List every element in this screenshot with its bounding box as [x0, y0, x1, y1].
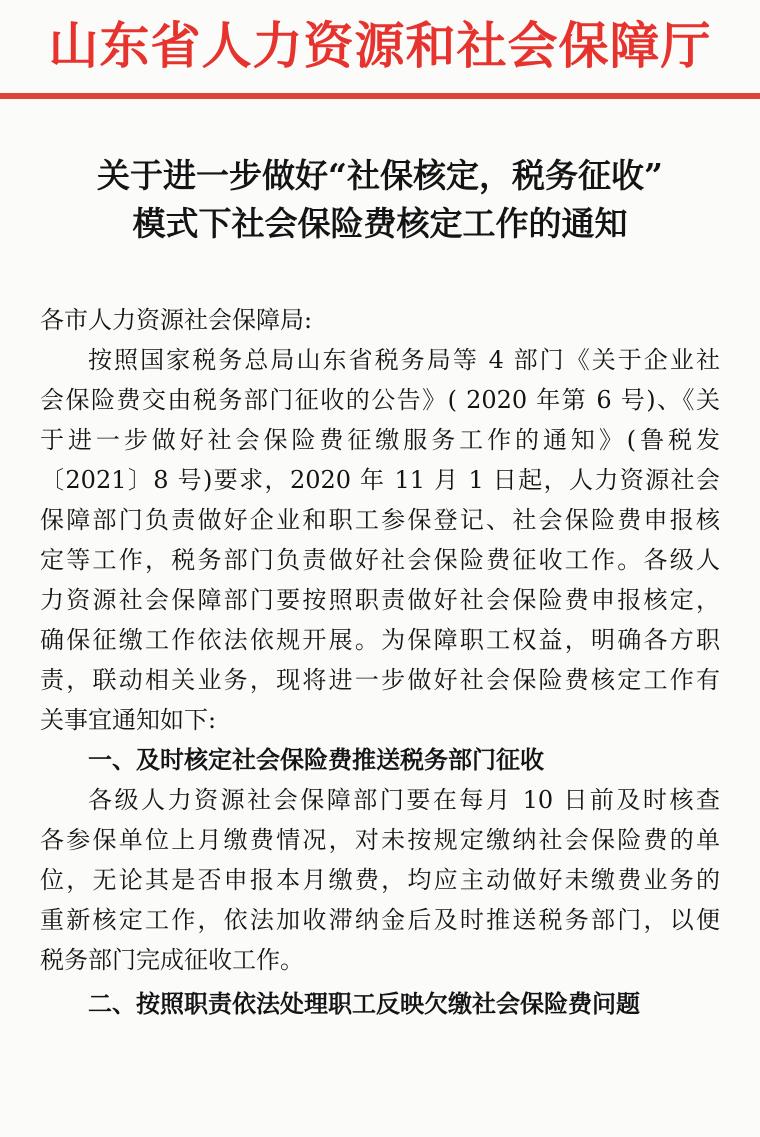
paragraph-line: 重新核定工作，依法加收滞纳金后及时推送税务部门，以便: [40, 906, 720, 934]
document-body: [40, 300, 720, 1024]
intro-paragraph: [40, 340, 720, 740]
letterhead-rule: [0, 93, 760, 99]
paragraph-line: 各级人力资源社会保障部门要在每月 10 日前及时核查: [88, 786, 720, 814]
paragraph-line: 保障部门负责做好企业和职工参保登记、社会保险费申报核: [40, 506, 720, 534]
section-1-paragraph: [40, 780, 720, 980]
paragraph-line: 确保征缴工作依法依规开展。为保障职工权益，明确各方职: [40, 626, 720, 654]
addressee: 各市人力资源社会保障局:: [40, 306, 313, 334]
paragraph-line: 关事宜通知如下:: [40, 706, 217, 734]
paragraph-line: 〔2021〕8 号)要求，2020 年 11 月 1 日起，人力资源社会: [40, 466, 720, 494]
letterhead-org-name: 山东省人力资源和社会保障厅: [48, 16, 712, 75]
paragraph-line: 于进一步做好社会保险费征缴服务工作的通知》(鲁税发: [40, 426, 720, 454]
document-title: [0, 152, 760, 248]
paragraph-line: 会保险费交由税务部门征收的公告》( 2020 年第 6 号)、《关: [40, 386, 720, 414]
paragraph-line: 位，无论其是否申报本月缴费，均应主动做好未缴费业务的: [40, 866, 720, 894]
document-title-line-2: 模式下社会保险费核定工作的通知: [132, 204, 628, 243]
paragraph-line: 定等工作，税务部门负责做好社会保险费征收工作。各级人: [40, 546, 720, 574]
section-1-heading: 一、及时核定社会保险费推送税务部门征收: [88, 745, 544, 774]
paragraph-line: 税务部门完成征收工作。: [40, 946, 304, 974]
paragraph-line: 按照国家税务总局山东省税务局等 4 部门《关于企业社: [88, 346, 720, 374]
section-2-heading: 二、按照职责依法处理职工反映欠缴社会保险费问题: [88, 989, 640, 1018]
paragraph-line: 各参保单位上月缴费情况，对未按规定缴纳社会保险费的单: [40, 826, 720, 854]
paragraph-line: 力资源社会保障部门要按照职责做好社会保险费申报核定，: [40, 586, 720, 614]
paragraph-line: 责，联动相关业务，现将进一步做好社会保险费核定工作有: [40, 666, 720, 694]
document-title-line-1: 关于进一步做好“社保核定，税务征收”: [97, 156, 663, 195]
